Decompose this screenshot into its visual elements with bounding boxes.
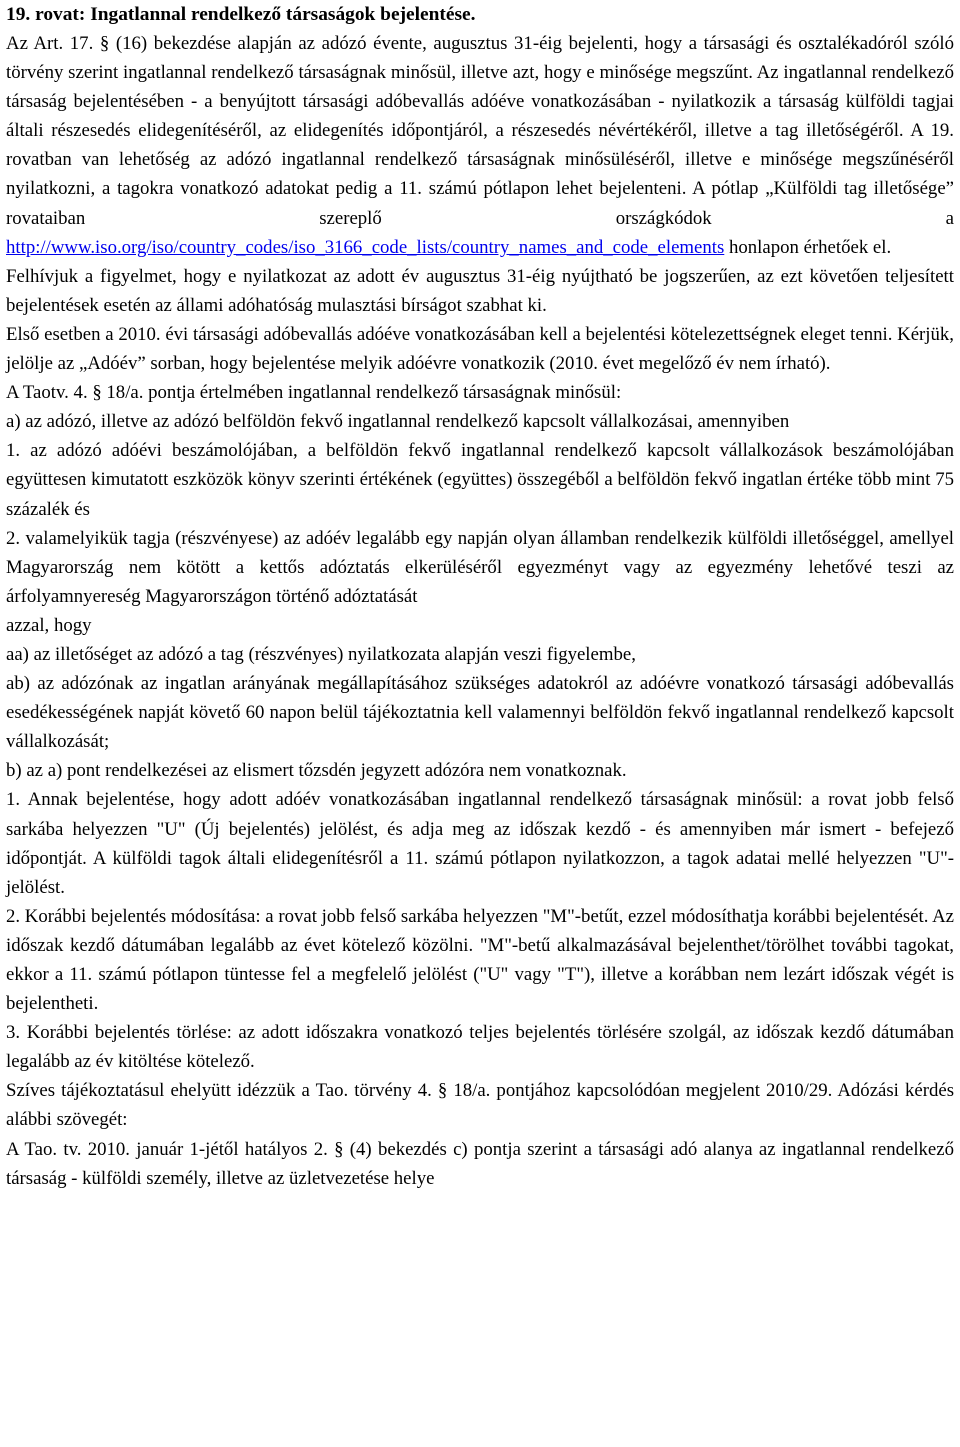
paragraph: A Tao. tv. 2010. január 1-jétől hatályos 2. § (4) bekezdés c) pontja szerint a társasági adó alanya az ingatlannal rendelkező társaság - külföldi személy, illetve az üzletvezetése helye bbox=[6, 1138, 954, 1189]
paragraph: a) az adózó, illetve az adózó belföldön fekvő ingatlannal rendelkező kapcsolt vállalkozásai, amennyiben bbox=[6, 411, 790, 433]
paragraph: aa) az illetőséget az adózó a tag (részvényes) nyilatkozata alapján veszi figyelembe, bbox=[6, 643, 636, 665]
iso-country-codes-link[interactable]: http://www.iso.org/iso/country_codes/iso_3166_code_lists/country_names_and_code_elements bbox=[6, 236, 725, 258]
intro-outro-text: honlapon érhetőek el. bbox=[724, 236, 892, 258]
paragraph: 2. Korábbi bejelentés módosítása: a rovat jobb felső sarkába helyezzen "M"-betűt, ezzel módosíthatja korábbi bejelentését. Az időszak kezdő dátumában legalább az évet kötelező közölni. "M"-betű alkalmazásával bejelenthet/törölhet további tagokat, ekkor a 11. számú pótlapon tüntesse fel a megfelelő jelölést ("U" vagy "T"), illetve a korábban nem lezárt időszak végét is bejelentheti. bbox=[6, 905, 954, 1015]
paragraph-intro bbox=[6, 29, 954, 262]
section-heading: 19. rovat: Ingatlannal rendelkező társaságok bejelentése. bbox=[6, 4, 476, 25]
intro-text: Az Art. 17. § (16) bekezdése alapján az adózó évente, augusztus 31-éig bejelenti, hogy a társasági és osztalékadóról szóló törvény szerint ingatlannal rendelkező társaságnak minősül, illetve azt, hogy e minősége megszűnt. Az ingatlannal rendelkező társaság bejelentésében - a benyújtott társasági adóbevallás adóéve vonatkozásában - nyilatkozik a társaság külföldi tagjai általi részesedés elidegenítéséről, az elidegenítés időpontjáról, a részesedés névértékéről, illetve a tag illetőségéről. A 19. rovatban van lehetőség az adózó ingatlannal rendelkező társaságnak minősüléséről, illetve e minősége megszűnéséről nyilatkozni, a tagokra vonatkozó adatokat pedig a 11. számú pótlapon lehet bejelenteni. A pótlap „Külföldi tag illetősége” rovataiban szereplő országkódok a bbox=[6, 33, 954, 229]
paragraph: 1. az adózó adóévi beszámolójában, a belföldön fekvő ingatlannal rendelkező kapcsolt vállalkozások beszámolójában együttesen kimutatott eszközök könyv szerinti értékének (együttes) összegéből a belföldön fekvő ingatlan értéke több mint 75 százalék és bbox=[6, 440, 954, 520]
paragraph: azzal, hogy bbox=[6, 614, 92, 636]
paragraph: Első esetben a 2010. évi társasági adóbevallás adóéve vonatkozásában kell a bejelentési kötelezettségnek eleget tenni. Kérjük, jelölje az „Adóév” sorban, hogy bejelentése melyik adóévre vonatkozik (2010. évet megelőző év nem írható). bbox=[6, 323, 954, 375]
paragraph: Felhívjuk a figyelmet, hogy e nyilatkozat az adott év augusztus 31-éig nyújtható be jogszerűen, az ezt követően teljesített bejelentések esetén az állami adóhatóság mulasztási bírságot szabhat ki. bbox=[6, 265, 954, 316]
paragraph: 3. Korábbi bejelentés törlése: az adott időszakra vonatkozó teljes bejelentés törlésére szolgál, az időszak kezdő dátumában legalább az év kitöltése kötelező. bbox=[6, 1022, 954, 1073]
paragraph: A Taotv. 4. § 18/a. pontja értelmében ingatlannal rendelkező társaságnak minősül: bbox=[6, 382, 622, 404]
paragraph: 2. valamelyikük tagja (részvényese) az adóév legalább egy napján olyan államban rendelkezik külföldi illetőséggel, amellyel Magyarország nem kötött a kettős adóztatás elkerüléséről egyezményt vagy az egyezmény lehetővé teszi az árfolyamnyereség Magyarországon történő adóztatását bbox=[6, 527, 954, 607]
paragraph: 1. Annak bejelentése, hogy adott adóév vonatkozásában ingatlannal rendelkező társaságnak minősül: a rovat jobb felső sarkába helyezzen "U" (Új bejelentés) jelölést, és adja meg az időszak kezdő - és amennyiben már ismert - befejező időpontját. A külföldi tagok általi elidegenítésről a 11. számú pótlapon nyilatkozzon, a tagok adatai mellé helyezzen "U"-jelölést. bbox=[6, 789, 954, 898]
paragraph: ab) az adózónak az ingatlan arányának megállapításához szükséges adatokról az adóévre vonatkozó társasági adóbevallás esedékességének napját követő 60 napon belül tájékoztatnia kell valamennyi belföldön fekvő ingatlannal rendelkező kapcsolt vállalkozását; bbox=[6, 673, 954, 753]
paragraph: b) az a) pont rendelkezései az elismert tőzsdén jegyzett adózóra nem vonatkoznak. bbox=[6, 760, 627, 782]
document-body bbox=[6, 29, 954, 1193]
paragraph: Szíves tájékoztatásul ehelyütt idézzük a Tao. törvény 4. § 18/a. pontjához kapcsolódóan megjelent 2010/29. Adózási kérdés alábbi szövegét: bbox=[6, 1080, 954, 1131]
